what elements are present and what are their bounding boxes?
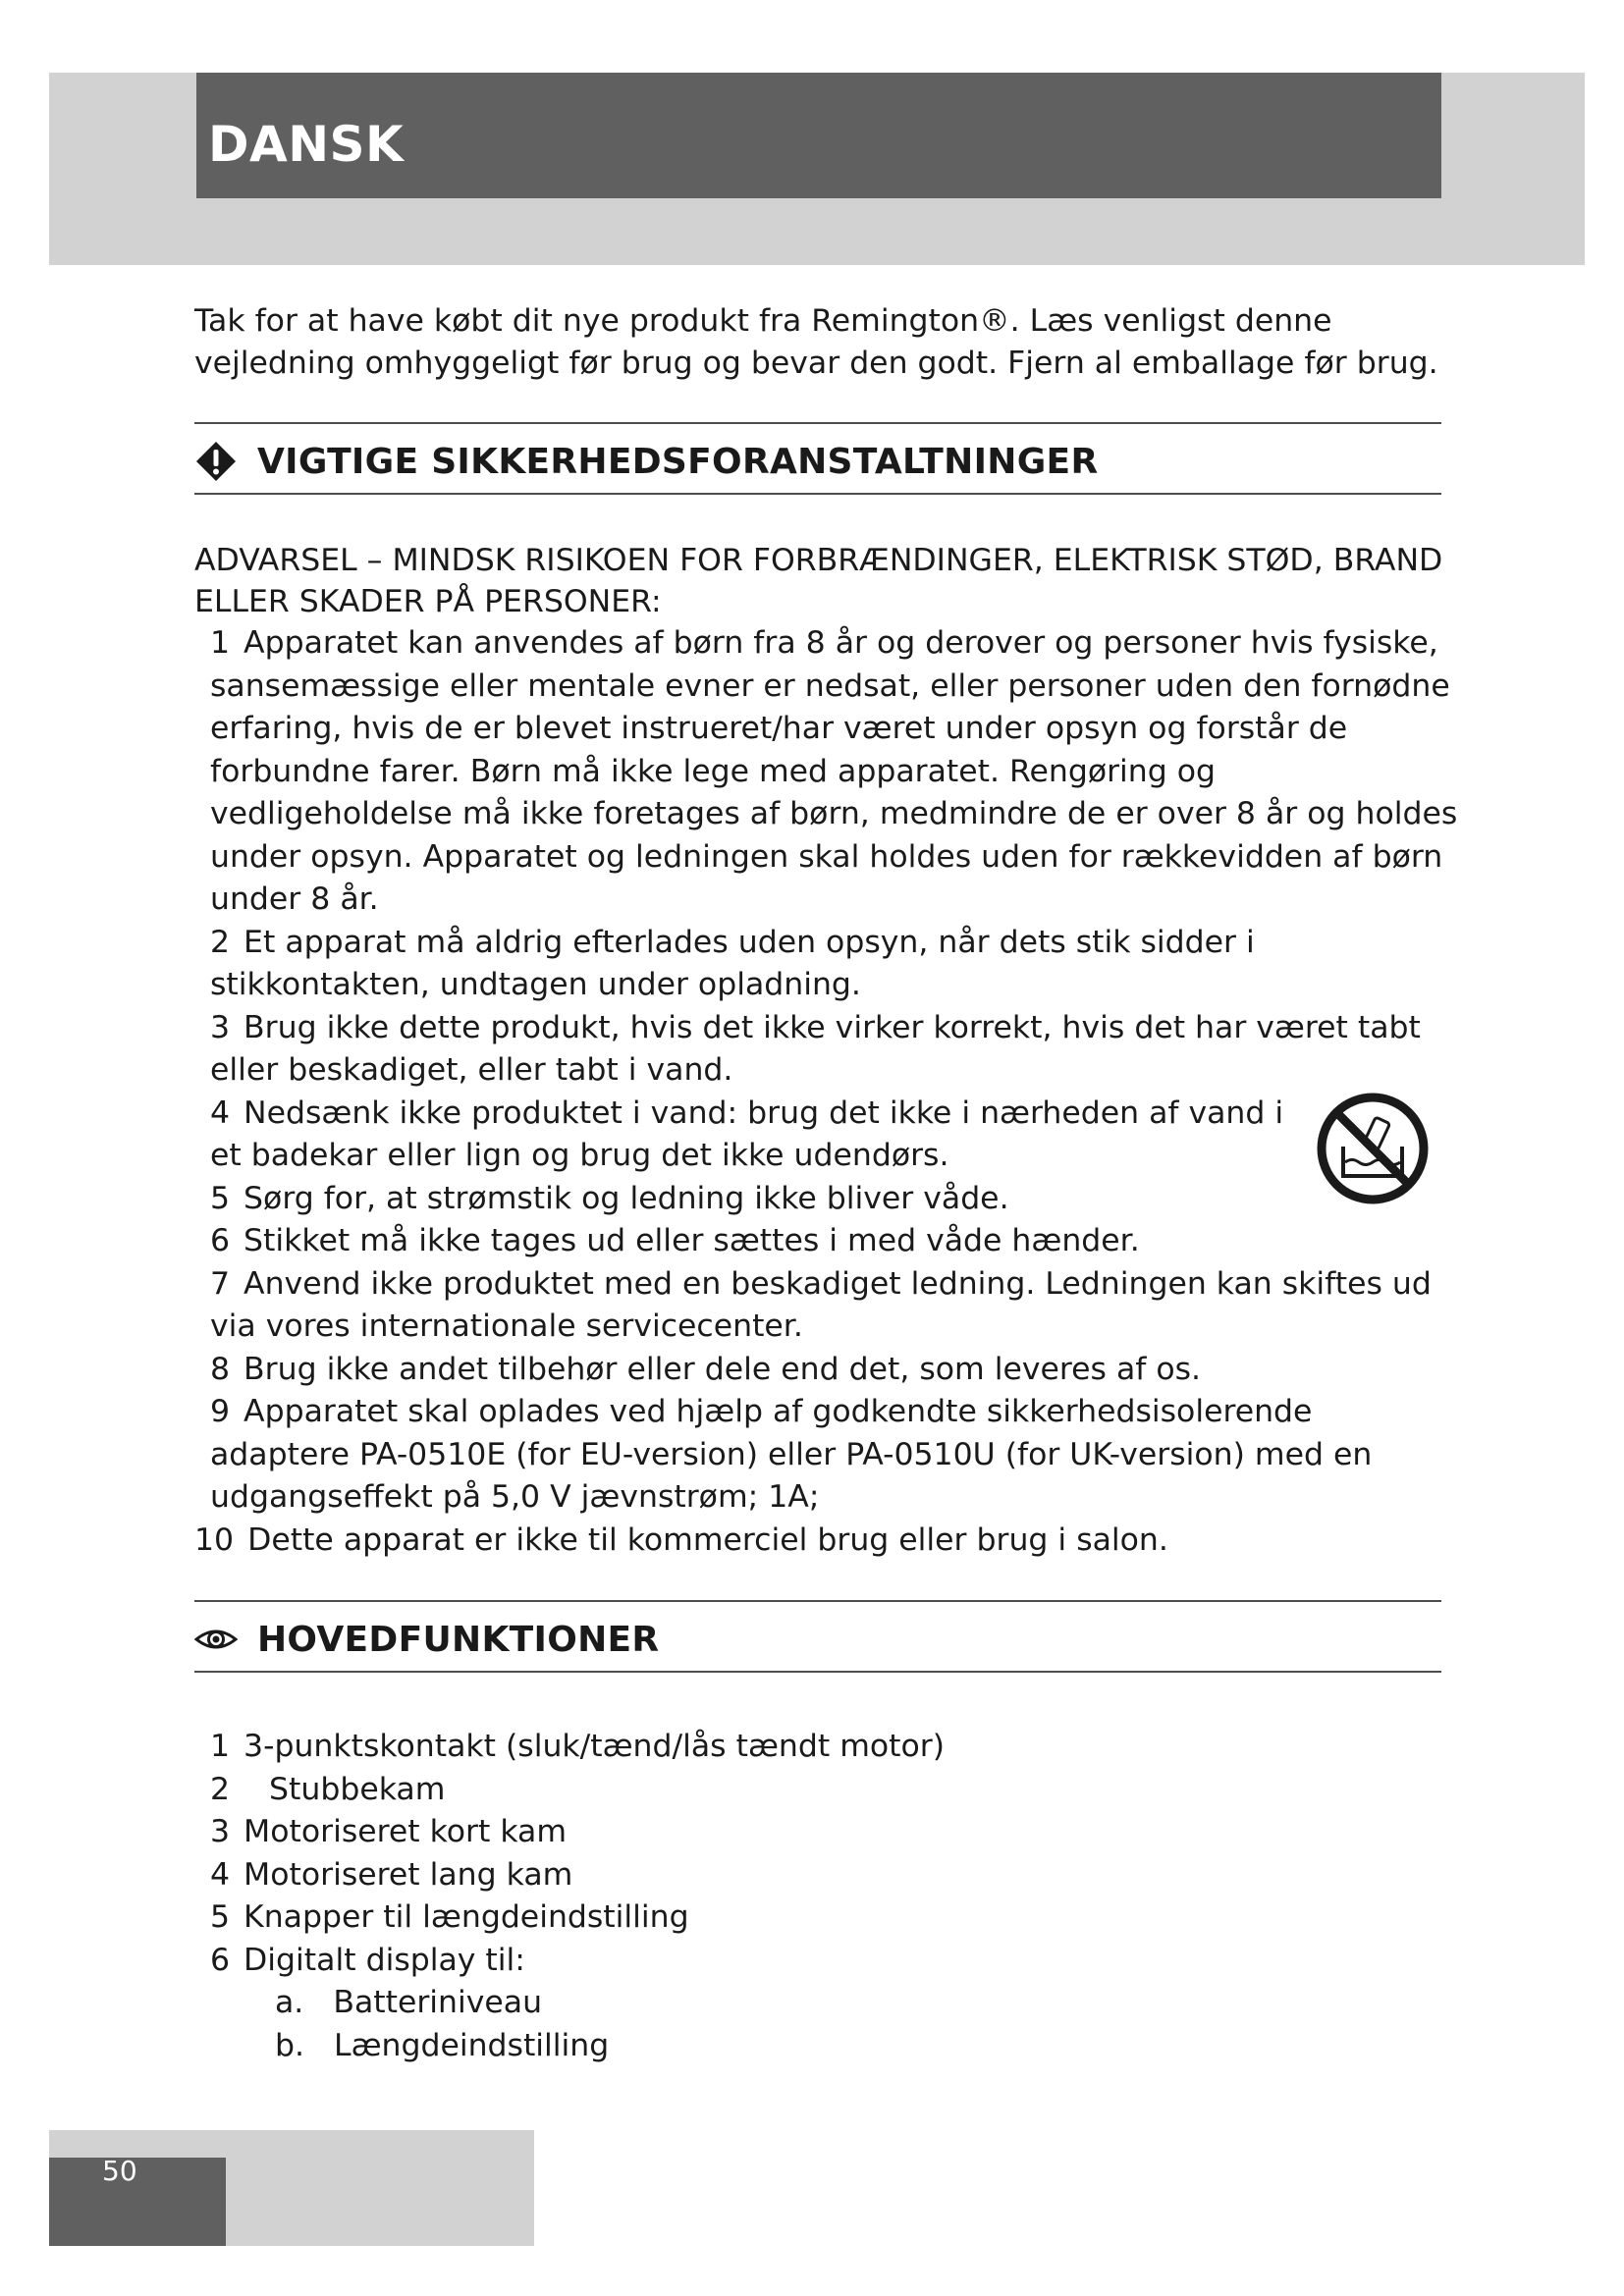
- feature-item: 4 Motoriseret lang kam: [210, 1856, 573, 1893]
- intro-paragraph: Tak for at have købt dit nye produkt fra Remington®. Læs venligst denne vejledning omhyggeligt før brug og bevar den godt. Fjern al emballage før brug.: [194, 303, 1438, 381]
- safety-item: 6 Stikket må ikke tages ud eller sættes i med våde hænder.: [210, 1223, 1140, 1258]
- section-rule-bottom: [194, 1671, 1441, 1673]
- no-water-immersion-icon: [1314, 1090, 1432, 1207]
- features-heading: [194, 1607, 659, 1672]
- safety-heading: [194, 429, 1098, 494]
- warning-statement: ADVARSEL – MINDSK RISIKOEN FOR FORBRÆNDINGER, ELEKTRISK STØD, BRAND ELLER SKADER PÅ PERSONER:: [194, 543, 1443, 619]
- feature-item: 2 Stubbekam: [210, 1771, 446, 1807]
- features-heading-text: HOVEDFUNKTIONER: [257, 1619, 660, 1660]
- safety-item: 1 Apparatet kan anvendes af børn fra 8 år og derover og personer hvis fysiske, sansemæssige eller mentale evner er nedsat, eller personer uden den fornødne erfaring, hvis de er blevet instrueret/har været under opsyn og forstår de forbundne farer. Børn må ikke lege med apparatet. Rengøring og vedligeholdelse må ikke foretages af børn, medmindre de er over 8 år og holdes under opsyn. Apparatet og ledningen skal holdes uden for rækkevidden af børn under 8 år.: [210, 625, 1458, 917]
- feature-item: 5 Knapper til længdeindstilling: [210, 1899, 689, 1935]
- features-list: [194, 1726, 1274, 2067]
- feature-item: 6 Digitalt display til: a. Batteriniveau b. Længdeindstilling: [194, 1940, 1274, 2068]
- feature-sub-list: [210, 1982, 1274, 2067]
- safety-item: 4 Nedsænk ikke produktet i vand: brug det ikke i nærheden af vand i et badekar eller lign og brug det ikke udendørs.: [210, 1095, 1284, 1173]
- eye-icon: [194, 1618, 238, 1661]
- safety-heading-text: VIGTIGE SIKKERHEDSFORANSTALTNINGER: [257, 441, 1099, 482]
- section-rule-top: [194, 1600, 1441, 1602]
- section-rule-bottom: [194, 493, 1441, 495]
- footer-box: [49, 2158, 226, 2246]
- safety-item: 9 Apparatet skal oplades ved hjælp af godkendte sikkerhedsisolerende adaptere PA-0510E (for EU-version) eller PA-0510U (for UK-version) med en udgangseffekt på 5,0 V jævnstrøm; 1A;: [210, 1394, 1373, 1515]
- feature-sub-item: a. Batteriniveau: [275, 1985, 543, 2020]
- warning-icon: [194, 440, 238, 483]
- feature-item: 1 3-punktskontakt (sluk/tænd/lås tændt motor): [210, 1729, 946, 1764]
- safety-item: 7 Anvend ikke produktet med en beskadiget ledning. Ledningen kan skiftes ud via vores internationale servicecenter.: [210, 1265, 1432, 1344]
- section-rule-top: [194, 422, 1441, 424]
- safety-item: 8 Brug ikke andet tilbehør eller dele end det, som leveres af os.: [210, 1351, 1202, 1387]
- safety-item: 10 Dette apparat er ikke til kommerciel brug eller brug i salon.: [194, 1522, 1168, 1558]
- feature-item: 3 Motoriseret kort kam: [210, 1814, 567, 1849]
- safety-item: 5 Sørg for, at strømstik og ledning ikke bliver våde.: [210, 1180, 1009, 1216]
- feature-sub-item: b. Længdeindstilling: [275, 2027, 610, 2063]
- language-title: DANSK: [208, 116, 405, 173]
- safety-item: 3 Brug ikke dette produkt, hvis det ikke virker korrekt, hvis det har været tabt eller beskadiget, eller tabt i vand.: [210, 1009, 1421, 1088]
- page-number: 50: [102, 2155, 137, 2187]
- safety-list: [194, 622, 1461, 1562]
- safety-item: 2 Et apparat må aldrig efterlades uden opsyn, når dets stik sidder i stikkontakten, undtagen under opladning.: [210, 924, 1255, 1002]
